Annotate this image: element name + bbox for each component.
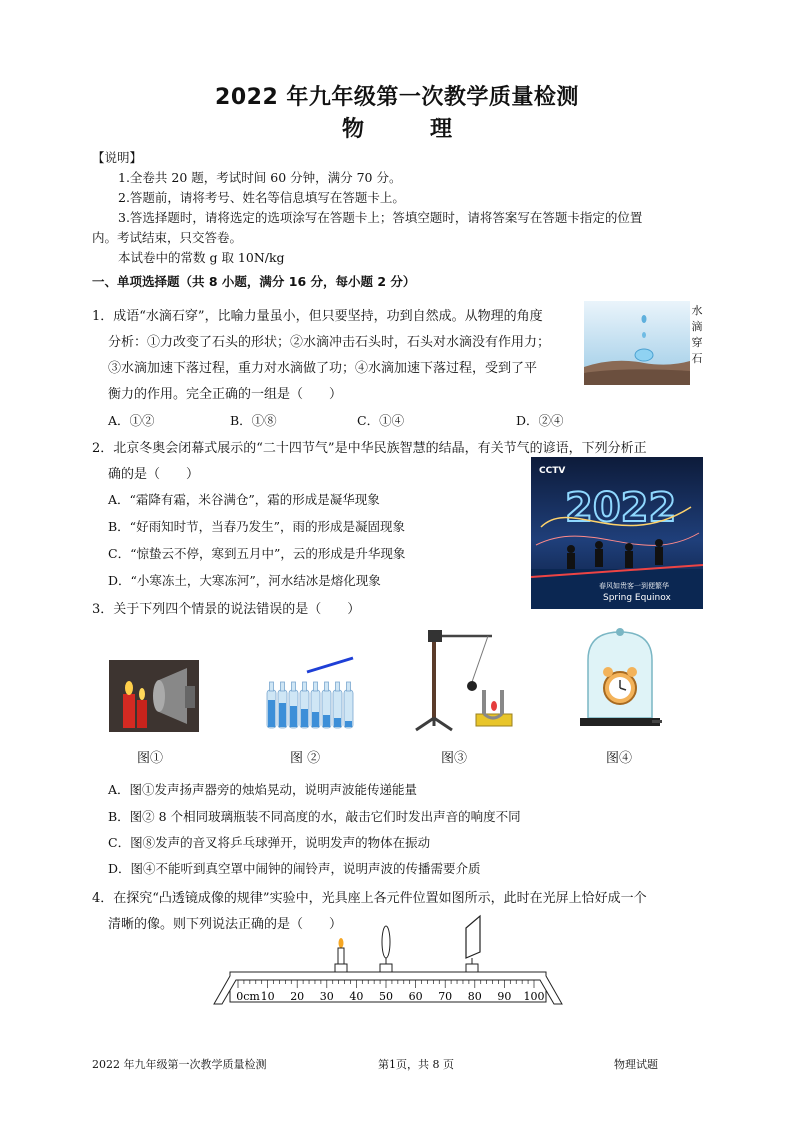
notes-item-1: 1.全卷共 20 题，考试时间 60 分钟，满分 70 分。 [118,170,402,185]
q2-line-1: 2．北京冬奥会闭幕式展示的“二十四节气”是中华民族智慧的结晶，有关节气的谚语，下列分析正 [92,441,647,456]
subject-title: 物 理 [341,117,474,142]
q1-option-b: B．①⑧ [230,413,277,428]
notes-item-3-cont: 内。考试结束，只交答卷。 [92,230,243,245]
q1-line-1: 1．成语“水滴石穿”，比喻力量虽小，但只要坚持，功到自然成。从物理的角度 [92,309,543,324]
exam-title: 2022 年九年级第一次教学质量检测 [215,85,579,110]
q2-option-c: C．“惊蛰云不停，寒到五月中”，云的形成是升华现象 [108,546,406,561]
bell-jar-figure [578,626,662,732]
winter-olympics-ceremony-image [531,457,703,609]
ruler-label: 90 [497,990,512,1003]
notes-label: 【说明】 [92,150,143,165]
q1-image-caption [690,303,704,367]
caption-char: 水 [691,304,703,317]
q2-option-a: A．“霜降有霜，米谷满仓”，霜的形成是凝华现象 [108,492,380,507]
section-heading: 一、单项选择题（共 8 小题，满分 16 分，每小题 2 分） [92,274,416,289]
figure-1-caption: 图① [137,751,164,766]
notes-constant: 本试卷中的常数 g 取 10N/kg [118,250,285,265]
q3-line: 3．关于下列四个情景的说法错误的是（ ） [92,602,361,617]
image-caption-en: Spring Equinox [603,593,671,603]
q3-option-b: B．图② 8 个相同玻璃瓶装不同高度的水，敲击它们时发出声音的响度不同 [108,809,521,824]
ruler-label: 50 [379,990,393,1003]
q2-line-2: 确的是（ ） [108,467,200,482]
water-drop-stone-image [584,301,690,385]
ruler-label: 100 [523,990,545,1003]
footer-page-number: 第1页，共 8 页 [378,1058,454,1071]
ruler-label: 40 [349,990,364,1003]
q1-option-d: D．②④ [516,413,564,428]
speaker-candle-figure [109,660,199,732]
footer-left: 2022 年九年级第一次教学质量检测 [92,1058,267,1071]
ruler-label: 0cm [236,990,260,1003]
q1-line-3: ③水滴加速下落过程，重力对水滴做了功；④水滴加速下落过程，受到了平 [108,361,538,376]
notes-item-2: 2.答题前，请将考号、姓名等信息填写在答题卡上。 [118,190,405,205]
figure-2-caption: 图 ② [290,751,321,766]
q1-option-a: A．①② [108,413,155,428]
q3-option-d: D．图④不能听到真空罩中闹钟的闹铃声，说明声波的传播需要介质 [108,861,481,876]
ruler-label: 70 [438,990,453,1003]
q4-line-2: 清晰的像。则下列说法正确的是（ ） [108,917,343,932]
ruler-label: 80 [467,990,482,1003]
q1-line-2: 分析：①力改变了石头的形状；②水滴冲击石头时，石头对水滴没有作用力； [108,335,551,350]
ruler-label: 20 [290,990,305,1003]
ruler-label: 60 [408,990,423,1003]
q2-option-b: B．“好雨知时节，当春乃发生”，雨的形成是凝固现象 [108,519,405,534]
ruler-label: 10 [260,990,275,1003]
cctv-logo: CCTV [539,466,566,476]
glass-bottles-figure [263,656,359,732]
footer-right: 物理试题 [614,1058,658,1071]
q2-option-d: D．“小寒冻土，大寒冻河”，河水结冰是熔化现象 [108,573,381,588]
caption-char: 石 [691,352,703,365]
notes-item-3: 3.答选择题时，请将选定的选项涂写在答题卡上；答填空题时，请将答案写在答题卡指定的位置 [118,210,643,225]
caption-char: 穿 [691,336,703,349]
q3-option-a: A．图①发声扬声器旁的烛焰晃动，说明声波能传递能量 [108,782,418,797]
q4-line-1: 4．在探究“凸透镜成像的规律”实验中，光具座上各元件位置如图所示，此时在光屏上恰好成一个 [92,891,647,906]
year-glow-text: 2022 [565,485,677,531]
figure-3-caption: 图③ [441,751,468,766]
ruler-label: 30 [319,990,334,1003]
q1-line-4: 衡力的作用。完全正确的一组是（ ） [108,387,343,402]
tuning-fork-figure [412,622,520,734]
figure-4-caption: 图④ [606,751,633,766]
q3-option-c: C．图⑧发声的音叉将乒乓球弹开，说明发声的物体在振动 [108,835,431,850]
caption-char: 滴 [691,320,703,333]
q1-option-c: C．①④ [357,413,405,428]
optical-bench-figure [208,912,568,1012]
image-caption-cn: 春风如贵客一到便繁华 [599,582,669,590]
